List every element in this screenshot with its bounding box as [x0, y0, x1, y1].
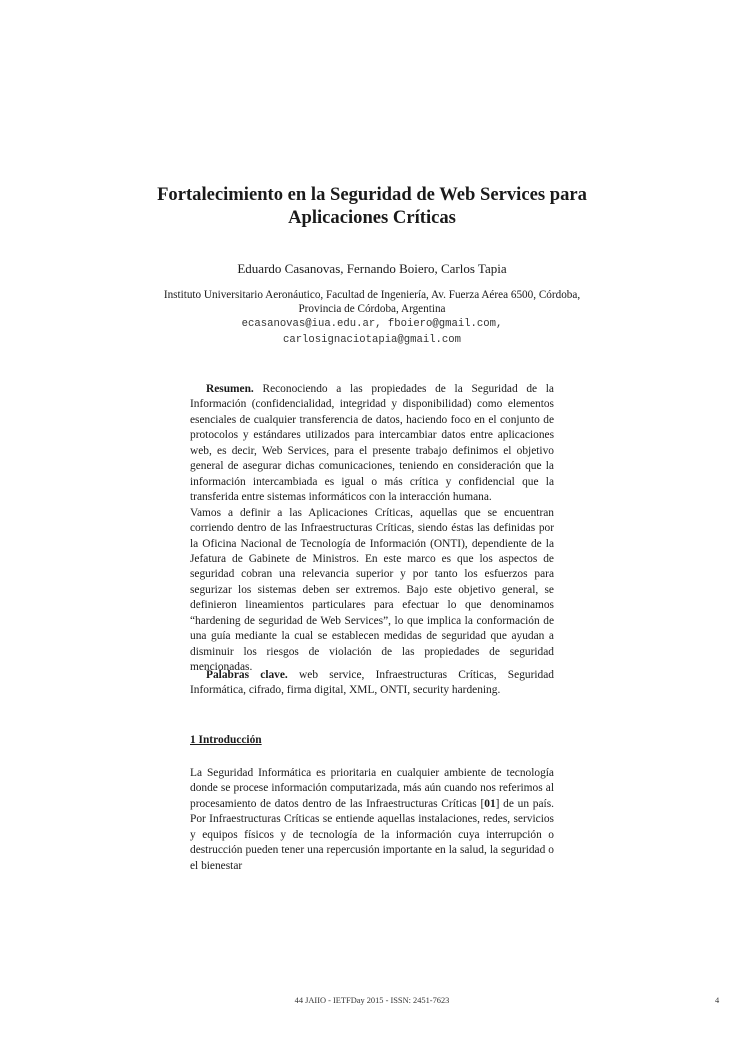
author-emails: [0, 317, 744, 348]
affiliation-line-2: Provincia de Córdoba, Argentina: [298, 303, 446, 315]
keywords-text: web service, Infraestructuras Críticas, Seguridad Informática, cifrado, firma digital, XML, ONTI, security hardening.: [190, 669, 554, 697]
abstract: [190, 382, 554, 676]
affiliation-line-1: Instituto Universitario Aeronáutico, Facultad de Ingeniería, Av. Fuerza Aérea 6500, Córdoba,: [163, 289, 581, 301]
paper-title-line-2: Aplicaciones Críticas: [288, 207, 456, 228]
introduction-paragraph: [190, 766, 554, 874]
abstract-label: Resumen.: [206, 383, 254, 395]
paper-title: [0, 183, 744, 229]
keywords-label: Palabras clave.: [206, 669, 288, 681]
intro-text-a: La Seguridad Informática es prioritaria en cualquier ambiente de tecnología donde se procese información computarizada, más aún cuando nos referimos al procesamiento de datos dentro de las Infraestructuras Críticas [: [190, 767, 554, 810]
email-line-1: ecasanovas@iua.edu.ar, fboiero@gmail.com,: [241, 318, 503, 330]
page-number: 4: [715, 996, 720, 1005]
abstract-text-1: Reconociendo a las propiedades de la Seguridad de la Información (confidencialidad, integridad y disponibilidad) como elementos esenciales de cualquier transferencia de datos, haciendo foco en el conjunto de protocolos y estándares utilizados para intercambiar datos entre aplicaciones web, es decir, Web Services, para el presente trabajo definimos el objetivo general de asegurar dichas comunicaciones, teniendo en consideración que la información intercambiada es igual o más crítica y confidencial que la transferida entre sistemas informáticos con la interacción humana.: [190, 383, 554, 504]
page-footer: 44 JAIIO - IETFDay 2015 - ISSN: 2451-7623: [294, 996, 450, 1005]
affiliation: [0, 288, 744, 316]
keywords: [190, 668, 554, 699]
section-heading: 1 Introducción: [190, 734, 262, 746]
abstract-paragraph-2: Vamos a definir a las Aplicaciones Críticas, aquellas que se encuentran corriendo dentro de las Infraestructuras Críticas, siendo éstas las definidas por la Oficina Nacional de Tecnología de Información (ONTI), dependiente de la Jefatura de Gabinete de Ministros. En este marco es que los aspectos de seguridad cobran una relevancia superior y por tanto los esfuerzos para segurizar los sistemas deben ser extremos. Bajo este objetivo general, se definieron lineamientos particulares para efectuar lo que denominamos “hardening de seguridad de Web Services”, lo que implica la conformación de una guía mediante la cual se establecen medidas de seguridad que ayudan a disminuir los riesgos de violación de las propiedades de seguridad mencionadas.: [190, 506, 554, 674]
intro-text-b: ] de un país. Por Infraestructuras Críticas se entiende aquellas instalaciones, redes, servicios y equipos físicos y de tecnología de la información cuya interrupción o destrucción pueden tener una repercusión importante en la salud, la seguridad o el bienestar: [190, 797, 554, 872]
abstract-paragraph-1: [190, 382, 554, 506]
introduction-body: [190, 766, 554, 874]
paper-title-line-1: Fortalecimiento en la Seguridad de Web Services para: [157, 184, 587, 205]
author-list: Eduardo Casanovas, Fernando Boiero, Carlos Tapia: [237, 261, 507, 276]
citation-ref: 01: [484, 797, 496, 810]
email-line-2: carlosignaciotapia@gmail.com: [282, 333, 461, 346]
keywords-paragraph: [190, 668, 554, 699]
